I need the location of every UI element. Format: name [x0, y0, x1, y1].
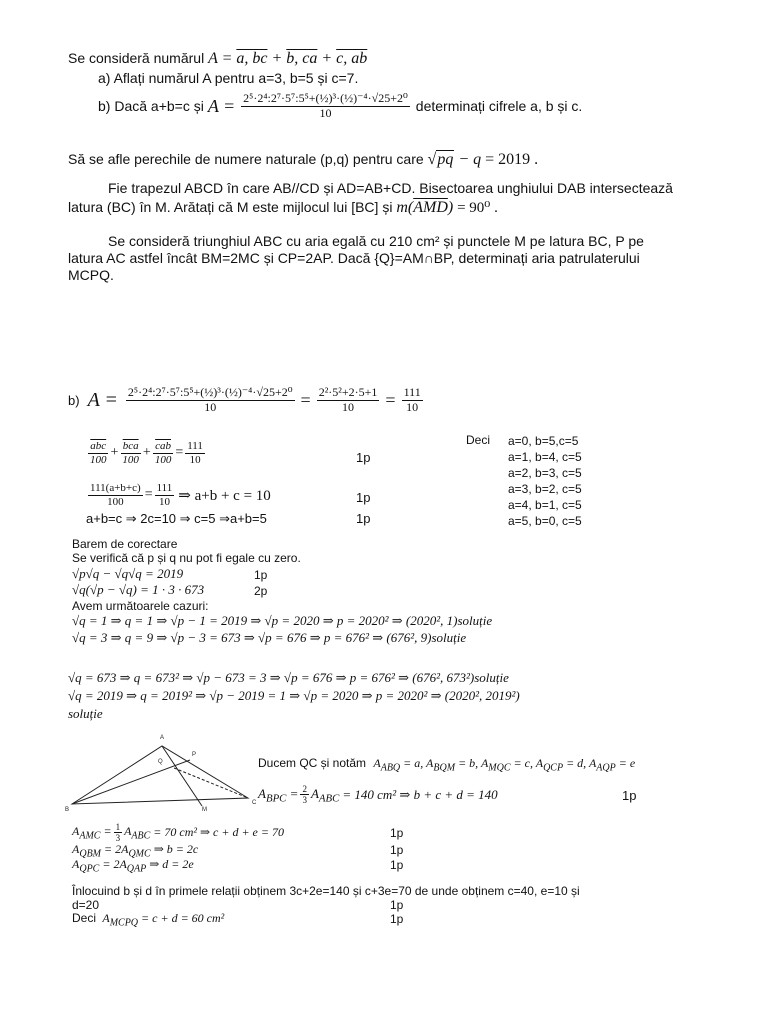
case-item: a=1, b=4, c=5: [508, 450, 582, 464]
geometry-final-3: Deci $A_{MCPQ} = c + d = 60$ cm²: [72, 911, 225, 929]
geometry-qpc: $A_{QPC} = 2A_{QAP}$ ⇒ d = 2e: [72, 857, 194, 875]
barem-case-4: √q = 2019 ⇒ q = 2019² ⇒ √p − 2019 = 1 ⇒ √p = 2020 ⇒ p = 2020² ⇒ (2020², 2019²): [68, 688, 520, 703]
geometry-qbm-points: 1p: [390, 843, 404, 857]
geometry-notation: Ducem QC și notăm $A_{ABQ} = a$, $A_{BQM} = b$, $A_{MQC} = c$, $A_{QCP} = d$, $A_{AQP} = e$: [258, 756, 636, 774]
solution-line-2: $\frac{111(a+b+c)}{100}$ = $\frac{111}{10}$ ⇒ a+b + c = 10: [90, 482, 271, 508]
segment-bp: [72, 760, 190, 804]
problem-1-b: b) Dacă a+b=c și A = $\frac{\text{2⁵·2⁴:2⁷·5⁷:5⁵+(½)³·(½)⁻⁴·√25+2⁰}}{10}$ determinați cifrele a, b și c.: [98, 91, 583, 120]
barem-eq-1-points: 1p: [254, 568, 268, 582]
barem-case-3: √q = 673 ⇒ q = 673² ⇒ √p − 673 = 3 ⇒ √p = 676 ⇒ p = 676² ⇒ (676², 673²)soluție: [68, 670, 509, 685]
case-item: a=3, b=2, c=5: [508, 482, 582, 496]
segment-qc: [174, 768, 248, 798]
geometry-qpc-points: 1p: [390, 858, 404, 872]
solution-line-3: a+b=c ⇒ 2c=10 ⇒ c=5 ⇒a+b=5: [86, 511, 267, 526]
cases-list: [508, 433, 582, 529]
fraction-A: $\frac{\text{2⁵·2⁴:2⁷·5⁷:5⁵+(½)³·(½)⁻⁴·√25+2⁰}}{10}$: [243, 91, 408, 120]
barem-check: Se verifică că p și q nu pot fi egale cu zero.: [72, 551, 301, 565]
problem-1-a: a) Aflați numărul A pentru a=3, b=5 și c=7.: [98, 70, 359, 86]
case-item: a=2, b=3, c=5: [508, 466, 582, 480]
barem-eq-2-points: 2p: [254, 584, 268, 598]
barem-case-2: √q = 3 ⇒ q = 9 ⇒ √p − 3 = 673 ⇒ √p = 676 ⇒ p = 676² ⇒ (676², 9)soluție: [72, 630, 467, 645]
deci-label: Deci: [466, 433, 491, 447]
solution-fraction-3: $\frac{111}{10}$: [403, 385, 421, 414]
geometry-final-1: Înlocuind b și d în primele relații obținem 3c+2e=140 și c+3e=70 de unde obținem c=40, e=10 și: [72, 884, 580, 898]
barem-case-1: √q = 1 ⇒ q = 1 ⇒ √p − 1 = 2019 ⇒ √p = 2020 ⇒ p = 2020² ⇒ (2020², 1)soluție: [72, 613, 493, 628]
label-a: A: [160, 735, 165, 741]
barem-eq-2: √q(√p − √q) = 1 · 3 · 673: [72, 582, 205, 597]
problem-2: Să se afle perechile de numere naturale (p,q) pentru care √ pq − q = 2019 .: [68, 150, 538, 169]
label-m: M: [202, 807, 207, 812]
solution-line-1: $\frac{\overline{abc}}{100}$ + $\frac{\overline{bca}}{100}$ + $\frac{\overline{cab}}{100}$ = $\frac{111}{10}$: [90, 440, 203, 466]
case-item: a=5, b=0, c=5: [508, 514, 582, 528]
barem-eq-1: √p√q − √q√q = 2019: [72, 566, 184, 581]
problem-4-line1: Se consideră triunghiul ABC cu aria egală cu 210 cm² și punctele M pe latura BC, P pe: [108, 233, 644, 249]
solution-fraction-1: $\frac{\text{2⁵·2⁴:2⁷·5⁷:5⁵+(½)³·(½)⁻⁴·√25+2⁰}}{10}$: [127, 385, 293, 414]
triangle-abc: [72, 746, 248, 804]
geometry-final-2-points: 1p: [390, 898, 404, 912]
triangle-diagram: [62, 730, 262, 812]
problem-4-line2: latura AC astfel încât BM=2MC și CP=2AP. Dacă {Q}=AM∩BP, determinați aria patrulaterului: [68, 250, 640, 266]
solution-line-1-points: 1p: [356, 450, 371, 465]
barem-cases-title: Avem următoarele cazuri:: [72, 599, 209, 613]
geometry-qbm: $A_{QBM} = 2A_{QMC}$ ⇒ b = 2c: [72, 842, 199, 860]
problem-3-line2: latura (BC) în M. Arătați că M este mijlocul lui [BC] și $m(\overline{AMD}) = 90^0$ .: [68, 199, 498, 216]
formula-A-definition: A = a, bc + b, ca + c, ab: [208, 50, 368, 67]
geometry-bpc: $A_{BPC}$ = $\frac{2}{3}$ $A_{ABC}$ = 140 cm² ⇒ b + c + d = 140: [258, 784, 498, 806]
geometry-final-2: d=20: [72, 898, 100, 912]
geometry-amc-points: 1p: [390, 826, 404, 840]
problem-3-line1: Fie trapezul ABCD în care AB//CD și AD=AB+CD. Bisectoarea unghiului DAB intersectează: [108, 180, 673, 196]
label-p: P: [192, 752, 197, 758]
label-b: B: [65, 807, 70, 812]
case-item: a=0, b=5,c=5: [508, 434, 579, 448]
geometry-bpc-points: 1p: [622, 788, 637, 803]
solution-b-main: b) A = $\frac{\text{2⁵·2⁴:2⁷·5⁷:5⁵+(½)³·(½)⁻⁴·√25+2⁰}}{10}$ = $\frac{\text{2²·5²+2·5+1}}{10}$ = $\frac{111}{10}$: [68, 385, 421, 414]
label-q: Q: [158, 759, 163, 765]
problem-4-line3: MCPQ.: [68, 267, 114, 283]
solution-fraction-2: $\frac{\text{2²·5²+2·5+1}}{10}$: [318, 385, 378, 414]
solution-line-3-points: 1p: [356, 511, 371, 526]
label-c: C: [252, 800, 257, 806]
barem-case-4-cont: soluție: [68, 706, 103, 721]
geometry-amc: $A_{AMC}$ = $\frac{1}{3}$ $A_{ABC}$ = 70 cm² ⇒ c + d + e = 70: [72, 822, 284, 844]
barem-title: Barem de corectare: [72, 537, 178, 551]
geometry-final-3-points: 1p: [390, 912, 404, 926]
problem-1-intro: Se consideră numărul A = a, bc + b, ca + c, ab: [68, 50, 368, 67]
case-item: a=4, b=1, c=5: [508, 498, 582, 512]
solution-line-2-points: 1p: [356, 490, 371, 505]
